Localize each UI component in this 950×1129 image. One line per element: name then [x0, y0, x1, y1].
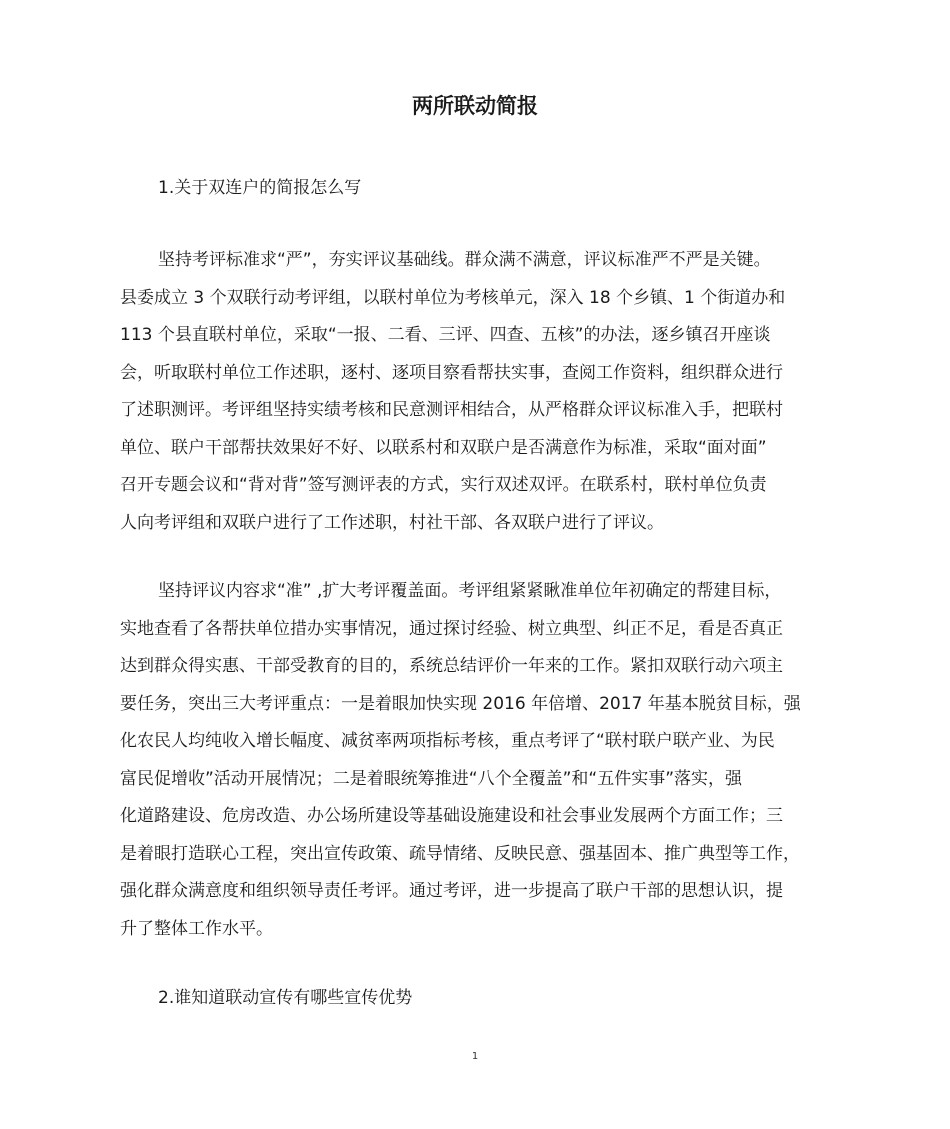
document-title: 两所联动简报 — [412, 94, 538, 118]
paragraph-line: 坚持评议内容求“准” ,扩大考评覆盖面。考评组紧紧瞅准单位年初确定的帮建目标， — [158, 581, 782, 601]
section-1-paragraph-1 — [120, 242, 832, 542]
paragraph-line: 实地查看了各帮扶单位措办实事情况，通过探讨经验、树立典型、纠正不足，看是否真正 — [120, 618, 783, 639]
paragraph-line: 达到群众得实惠、干部受教育的目的，系统总结评价一年来的工作。紧扣双联行动六项主 — [120, 656, 783, 676]
paragraph-line: 会，听取联村单位工作述职，逐村、逐项目察看帮扶实事，查阅工作资料，组织群众进行 — [120, 362, 783, 383]
page-number: 1 — [471, 1051, 479, 1062]
paragraph-line: 单位、联户干部帮扶效果好不好、以联系村和双联户是否满意作为标准，采取“面对面” — [120, 437, 767, 458]
paragraph-line: 坚持考评标准求“严”，夯实评议基础线。群众满不满意，评议标准严不严是关键。 — [158, 250, 771, 270]
paragraph-line: 人向考评组和双联户进行了工作述职，村社干部、各双联户进行了评议。 — [120, 512, 664, 533]
paragraph-line: 113 个县直联村单位，采取“一报、二看、三评、四查、五核”的办法，逐乡镇召开座谈 — [120, 325, 771, 345]
paragraph-line: 化道路建设、危房改造、办公场所建设等基础设施建设和社会事业发展两个方面工作；三 — [120, 806, 783, 826]
paragraph-line: 县委成立 3 个双联行动考评组，以联村单位为考核单元，深入 18 个乡镇、1 个街道办和 — [120, 287, 786, 308]
section-1-heading: 1.关于双连户的简报怎么写 — [158, 178, 362, 198]
paragraph-line: 升了整体工作水平。 — [120, 918, 273, 939]
paragraph-line: 化农民人均纯收入增长幅度、减贫率两项指标考核，重点考评了“联村联户联产业、为民 — [120, 731, 775, 751]
paragraph-line: 召开专题会议和“背对背”签写测评表的方式，实行双述双评。在联系村，联村单位负责 — [120, 475, 767, 495]
paragraph-line: 是着眼打造联心工程，突出宣传政策、疏导情绪、反映民意、强基固本、推广典型等工作， — [120, 843, 800, 864]
paragraph-line: 强化群众满意度和组织领导责任考评。通过考评，进一步提高了联户干部的思想认识，提 — [120, 881, 783, 901]
paragraph-line: 要任务，突出三大考评重点：一是着眼加快实现 2016 年倍增、2017 年基本脱贫目标，强 — [120, 693, 801, 714]
paragraph-line: 富民促增收”活动开展情况；二是着眼统筹推进“八个全覆盖”和“五件实事”落实，强 — [120, 768, 743, 789]
paragraph-line: 了述职测评。考评组坚持实绩考核和民意测评相结合，从严格群众评议标准入手，把联村 — [120, 400, 783, 420]
section-1-paragraph-2 — [120, 573, 832, 948]
section-2-heading: 2.谁知道联动宣传有哪些宣传优势 — [158, 988, 413, 1008]
